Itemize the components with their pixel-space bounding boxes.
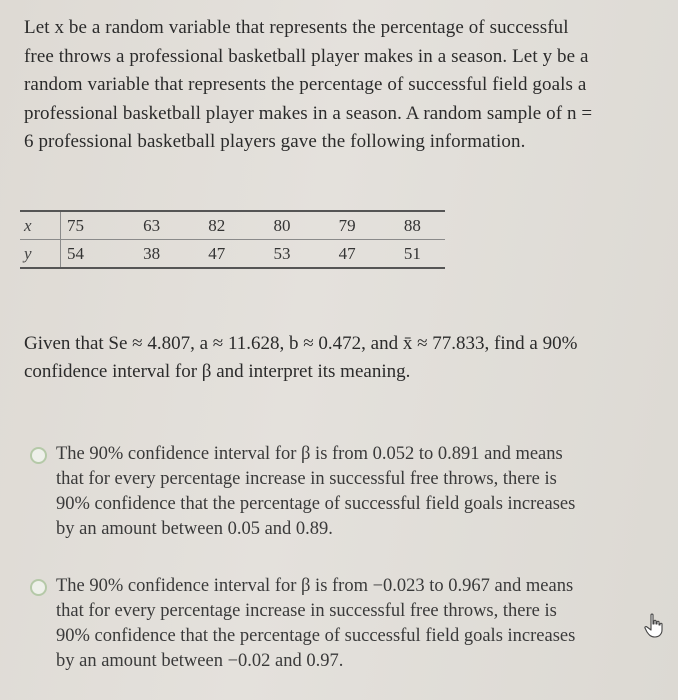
option-line: by an amount between −0.02 and 0.97.	[56, 651, 344, 671]
given-line: Given that Se ≈ 4.807, a ≈ 11.628, b ≈ 0.472, and x̄ ≈ 77.833, find a 90%	[24, 333, 578, 354]
problem-statement	[24, 14, 654, 157]
given-line: confidence interval for β and interpret its meaning.	[24, 361, 411, 382]
y-value: 51	[380, 240, 445, 269]
x-value: 79	[315, 211, 380, 240]
problem-line: 6 professional basketball players gave the following information.	[24, 131, 526, 152]
y-value: 38	[119, 240, 184, 269]
option-line: by an amount between 0.05 and 0.89.	[56, 519, 333, 539]
x-label: x	[20, 211, 61, 240]
option-a-text	[56, 442, 656, 542]
x-value: 75	[61, 211, 120, 240]
option-line: that for every percentage increase in successful free throws, there is	[56, 469, 557, 489]
given-statement	[24, 330, 644, 386]
answer-option-a[interactable]	[30, 442, 650, 552]
option-line: 90% confidence that the percentage of successful field goals increases	[56, 494, 576, 514]
data-table	[20, 210, 445, 269]
problem-line: Let x be a random variable that represents the percentage of successful	[24, 17, 569, 38]
x-value: 80	[249, 211, 314, 240]
y-value: 47	[184, 240, 249, 269]
hand-pointer-icon	[643, 613, 665, 639]
radio-button-b[interactable]	[30, 579, 47, 596]
option-line: The 90% confidence interval for β is from 0.052 to 0.891 and means	[56, 444, 563, 464]
option-line: that for every percentage increase in successful free throws, there is	[56, 601, 557, 621]
option-b-text	[56, 574, 656, 674]
problem-line: free throws a professional basketball player makes in a season. Let y be a	[24, 45, 589, 67]
option-line: The 90% confidence interval for β is from −0.023 to 0.967 and means	[56, 576, 574, 596]
radio-button-a[interactable]	[30, 447, 47, 464]
y-value: 47	[315, 240, 380, 269]
x-value: 63	[119, 211, 184, 240]
y-label: y	[20, 240, 61, 269]
table-row-x	[20, 211, 445, 240]
y-value: 53	[249, 240, 314, 269]
option-line: 90% confidence that the percentage of successful field goals increases	[56, 626, 576, 646]
problem-line: random variable that represents the percentage of successful field goals a	[24, 74, 587, 95]
x-value: 88	[380, 211, 445, 240]
table-row-y	[20, 240, 445, 269]
problem-line: professional basketball player makes in a season. A random sample of n =	[24, 102, 593, 124]
y-value: 54	[61, 240, 120, 269]
x-value: 82	[184, 211, 249, 240]
answer-option-b[interactable]	[30, 574, 650, 684]
